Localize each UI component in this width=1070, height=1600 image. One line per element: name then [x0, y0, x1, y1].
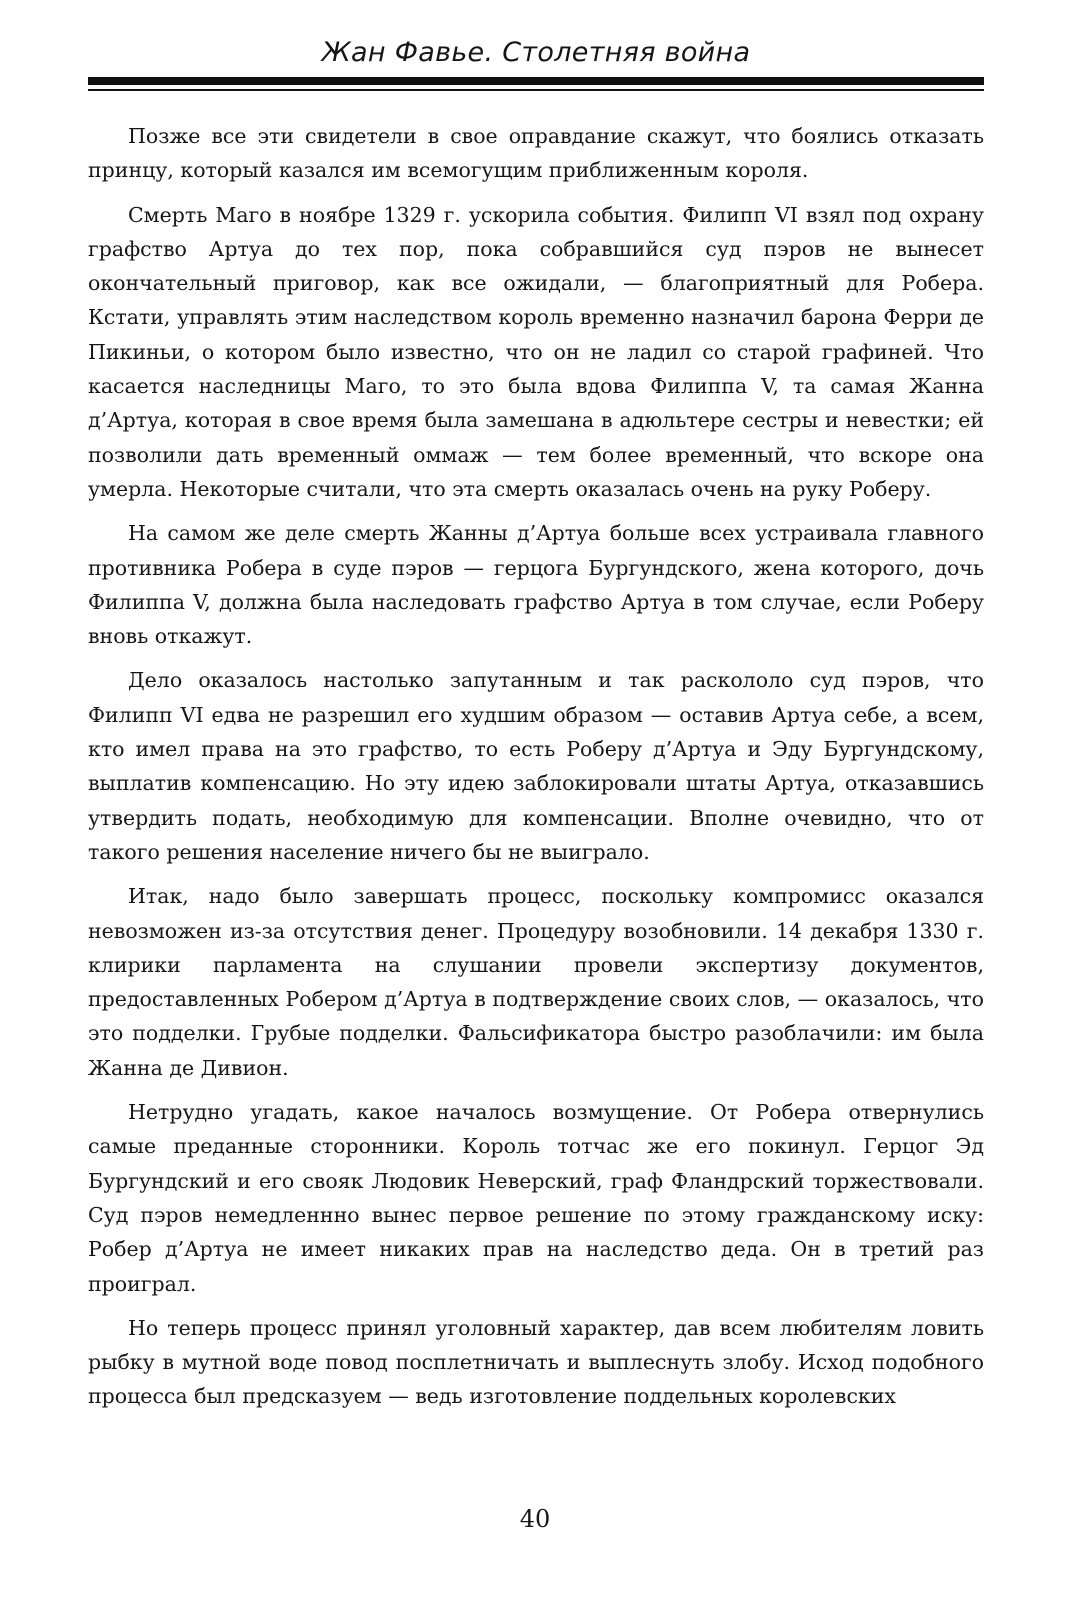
- header-rule-thick: [88, 77, 984, 85]
- running-title: Жан Фавье. Столетняя война: [321, 37, 751, 68]
- paragraph-5: Итак, надо было завершать процесс, поскольку компромисс оказался невозможен из-за отсутствия денег. Процедуру возобновили. 14 декабря 1330 г. клирики парламента на слушании провели экспертизу документов, предоставленных Робером д’Артуа в подтверждение своих слов, — оказалось, что это подделки. Грубые подделки. Фальсификатора быстро разоблачили: им была Жанна де Дивион.: [88, 884, 984, 1080]
- header-rule-thin: [88, 89, 984, 91]
- paragraph-4: Дело оказалось настолько запутанным и так раскололо суд пэров, что Филипп VI едва не разрешил его худшим образом — оставив Артуа себе, а всем, кто имел права на это графство, то есть Роберу д’Артуа и Эду Бургундскому, выплатив компенсацию. Но эту идею заблокировали штаты Артуа, отказавшись утвердить подать, необходимую для компенсации. Вполне очевидно, что от такого решения население ничего бы не выиграло.: [88, 668, 984, 864]
- paragraph-3: На самом же деле смерть Жанны д’Артуа больше всех устраивала главного противника Робера в суде пэров — герцога Бургундского, жена которого, дочь Филиппа V, должна была наследовать графство Артуа в том случае, если Роберу вновь откажут.: [88, 521, 984, 649]
- body-text: [88, 119, 984, 1424]
- paragraph-6: Нетрудно угадать, какое началось возмущение. От Робера отвернулись самые преданные сторонники. Король тотчас же его покинул. Герцог Эд Бургундский и его свояк Людовик Неверский, граф Фландрский торжествовали. Суд пэров немедленнно вынес первое решение по этому гражданскому иску: Робер д’Артуа не имеет никаких прав на наследство деда. Он в третий раз проиграл.: [88, 1100, 984, 1296]
- paragraph-2: Смерть Маго в ноябре 1329 г. ускорила события. Филипп VI взял под охрану графство Артуа до тех пор, пока собравшийся суд пэров не вынесет окончательный приговор, как все ожидали, — благоприятный для Робера. Кстати, управлять этим наследством король временно назначил барона Ферри де Пикиньи, о котором было известно, что он не ладил со старой графиней. Что касается наследницы Маго, то это была вдова Филиппа V, та самая Жанна д’Артуа, которая в свое время была замешана в адюльтере сестры и невестки; ей позволили дать временный оммаж — тем более временный, что вскоре она умерла. Некоторые считали, что эта смерть оказалась очень на руку Роберу.: [88, 202, 984, 501]
- paragraph-1: Позже все эти свидетели в свое оправдание скажут, что боялись отказать принцу, который казался им всемогущим приближенным короля.: [88, 124, 984, 183]
- page-number: 40: [519, 1505, 551, 1533]
- paragraph-7: Но теперь процесс принял уголовный характер, дав всем любителям ловить рыбку в мутной воде повод посплетничать и выплеснуть злобу. Исход подобного процесса был предсказуем — ведь изготовление поддельных королевских: [88, 1315, 984, 1409]
